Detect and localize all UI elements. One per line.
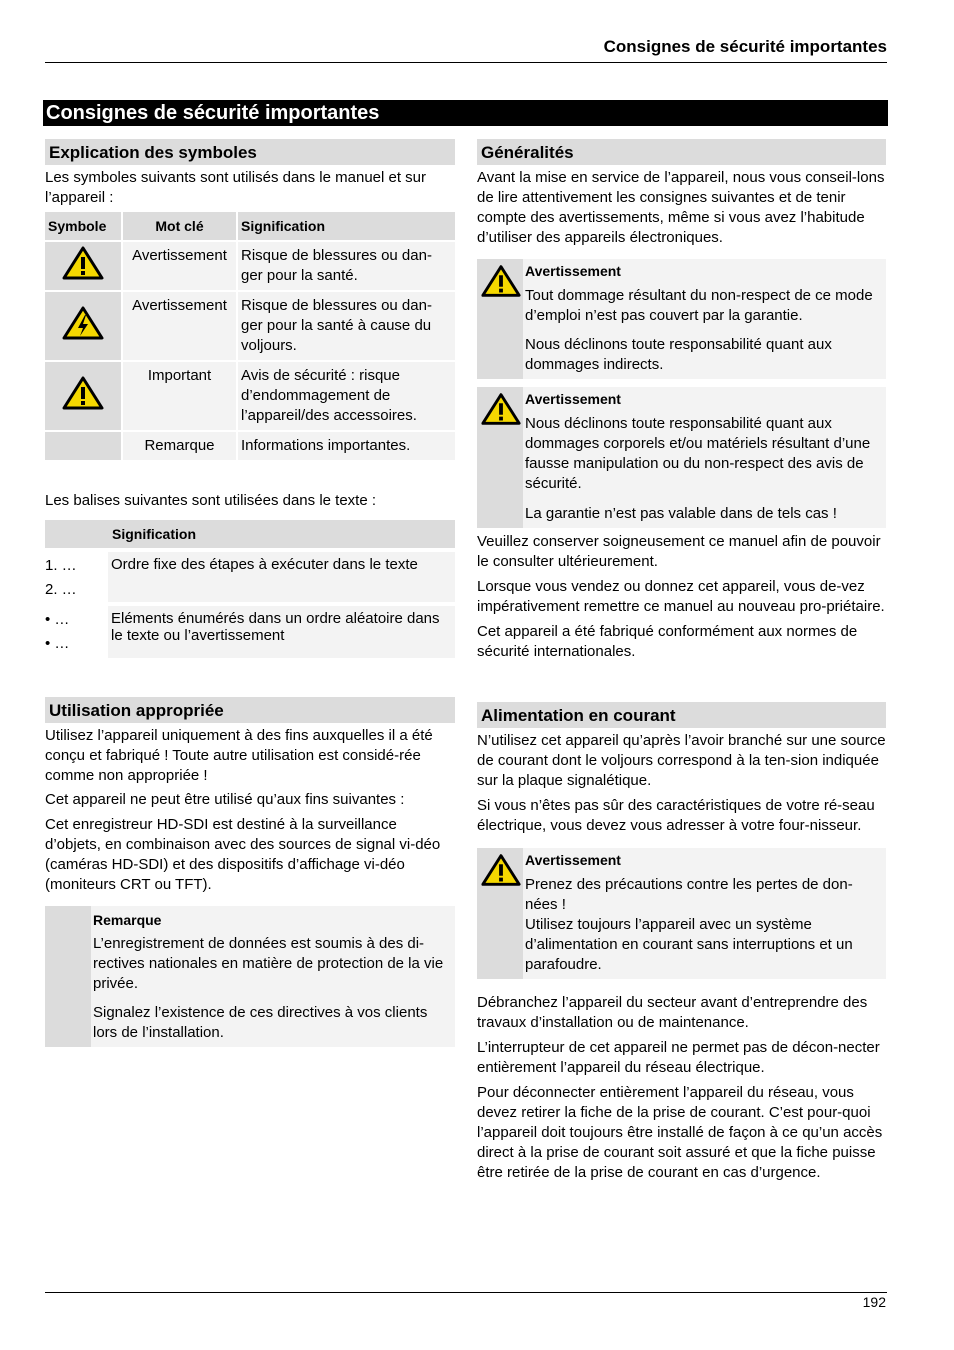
section-heading-symbols: Explication des symboles (45, 139, 455, 165)
keyword-cell: Avertissement (123, 292, 236, 360)
table-row (45, 432, 455, 460)
col-header-keyword: Mot clé (123, 212, 236, 240)
warning-side-bar (477, 259, 523, 379)
warning-exclamation-icon (480, 852, 522, 888)
warning-box (477, 387, 886, 528)
marker: • … (45, 611, 70, 628)
warning-exclamation-icon (45, 362, 121, 430)
tags-header: Signification (45, 520, 455, 548)
warning-side-bar (477, 848, 523, 979)
warning-title: Avertissement (525, 263, 621, 279)
warning-lightning-icon (45, 292, 121, 360)
section-heading-general: Généralités (477, 139, 886, 165)
general-paragraph: Avant la mise en service de l’appareil, nous vous conseil-lons de lire attentivement les consignes suivantes et de tenir compte des avertissements, même si vous avez l’habitude d’utiliser des appareils électroniques. (477, 169, 885, 246)
warning-paragraph: Nous déclinons toute responsabilité quant aux dommages indirects. (525, 336, 832, 373)
symbols-intro: Les symboles suivants sont utilisés dans le manuel et sur l’appareil : (45, 169, 427, 206)
table-row (45, 292, 455, 360)
col-header-meaning: Signification (238, 212, 455, 240)
footer-rule (45, 1292, 887, 1293)
marker: • … (45, 635, 70, 652)
note-title: Remarque (93, 912, 162, 928)
power-paragraph: L’interrupteur de cet appareil ne permet pas de décon-necter entièrement l’appareil du réseau électrique. (477, 1039, 880, 1076)
meaning-cell: Informations importantes. (238, 432, 455, 460)
right-column (477, 139, 886, 1183)
table-row (45, 552, 455, 602)
ordered-markers (45, 552, 108, 602)
marker: 2. … (45, 581, 77, 598)
section-heading-usage: Utilisation appropriée (45, 697, 455, 723)
warning-exclamation-icon (480, 391, 522, 427)
warning-side-bar (477, 387, 523, 528)
marker: 1. … (45, 557, 77, 574)
warning-box (477, 259, 886, 379)
warning-paragraph: La garantie n’est pas valable dans de tels cas ! (525, 505, 837, 522)
page-number: 192 (862, 1294, 886, 1310)
tags-intro: Les balises suivantes sont utilisées dans le texte : (45, 492, 377, 509)
col-header-symbol: Symbole (45, 212, 121, 240)
meaning-cell: Avis de sécurité : risque d’endommagement de l’appareil/des accessoires. (238, 362, 455, 430)
warning-exclamation-icon (480, 263, 522, 299)
warning-paragraph: Tout dommage résultant du non-respect de ce mode d’emploi n’est pas couvert par la garantie. (525, 287, 873, 324)
warning-exclamation-icon (45, 242, 121, 290)
power-paragraph: Débranchez l’appareil du secteur avant d’entreprendre des travaux d’installation ou de maintenance. (477, 994, 868, 1031)
warning-title: Avertissement (525, 852, 621, 868)
general-paragraph: Cet appareil a été fabriqué conformément aux normes de sécurité internationales. (477, 623, 858, 660)
warning-paragraph: Utilisez toujours l’appareil avec un système d’alimentation en courant sans interruptions et un parafoudre. (525, 916, 853, 973)
power-paragraph: Pour déconnecter entièrement l’appareil du réseau, vous devez retirer la fiche de la prise de courant. C’est pour-quoi l’appareil doit toujours être installé de façon à ce qu’un accès direct à la prise de courant soit assuré et que la fiche puisse être retirée de la prise de courant en cas d’urgence. (477, 1084, 883, 1181)
warning-paragraph: Prenez des précautions contre les pertes de don-nées ! (525, 876, 853, 913)
section-heading-power: Alimentation en courant (477, 702, 886, 728)
note-paragraph: L’enregistrement de données est soumis à des di-rectives nationales en matière de protection de la vie privée. (93, 935, 444, 992)
usage-paragraph: Cet enregistreur HD-SDI est destiné à la surveillance d’objets, en combinaison avec des sources de signal vi-déo (caméras HD-SDI) et des dispositifs d’affichage vi-déo (moniteurs CRT ou TFT). (45, 816, 441, 893)
usage-paragraph: Cet appareil ne peut être utilisé qu’aux fins suivantes : (45, 791, 405, 808)
keyword-cell: Avertissement (123, 242, 236, 290)
table-row (45, 242, 455, 290)
left-column (45, 139, 455, 1047)
warning-title: Avertissement (525, 391, 621, 407)
power-paragraph: N’utilisez cet appareil qu’après l’avoir branché sur une source de courant dont le voljours correspond à la ten-sion indiquée sur la plaque signalétique. (477, 732, 886, 789)
note-paragraph: Signalez l’existence de ces directives à vos clients lors de l’installation. (93, 1004, 428, 1041)
running-header: Consignes de sécurité importantes (603, 37, 887, 56)
usage-paragraph: Utilisez l’appareil uniquement à des fins auxquelles il a été conçu et fabriqué ! Toute autre utilisation est considé-rée comme non appropriée ! (45, 727, 433, 784)
bullet-markers (45, 606, 108, 658)
symbols-table (43, 210, 457, 462)
warning-box (477, 848, 886, 979)
keyword-cell: Remarque (123, 432, 236, 460)
page-title: Consignes de sécurité importantes (43, 100, 888, 126)
power-paragraph: Si vous n’êtes pas sûr des caractéristiques de votre ré-seau électrique, vous devez vous adresser à votre four-nisseur. (477, 797, 875, 834)
warning-paragraph: Nous déclinons toute responsabilité quant aux dommages corporels et/ou matériels résultant d’une fausse manipulation ou du non-respect des avis de sécurité. (525, 415, 871, 492)
general-paragraph: Lorsque vous vendez ou donnez cet appareil, vous de-vez impérativement remettre ce manuel au nouveau pro-priétaire. (477, 578, 885, 615)
empty-symbol-cell (45, 432, 121, 460)
general-paragraph: Veuillez conserver soigneusement ce manuel afin de pouvoir le consulter ultérieurement. (477, 533, 881, 570)
note-side-bar (45, 906, 91, 1047)
meaning-cell: Risque de blessures ou dan- ger pour la santé. (238, 242, 455, 290)
table-row (45, 362, 455, 430)
meaning-cell: Risque de blessures ou dan- ger pour la santé à cause du voljours. (238, 292, 455, 360)
note-box (45, 906, 455, 1047)
meaning-cell: Eléments énumérés dans un ordre aléatoire dans le texte ou l’avertissement (108, 606, 455, 658)
table-row (45, 606, 455, 658)
keyword-cell: Important (123, 362, 236, 430)
meaning-cell: Ordre fixe des étapes à exécuter dans le texte (108, 552, 455, 602)
header-rule (45, 62, 887, 63)
